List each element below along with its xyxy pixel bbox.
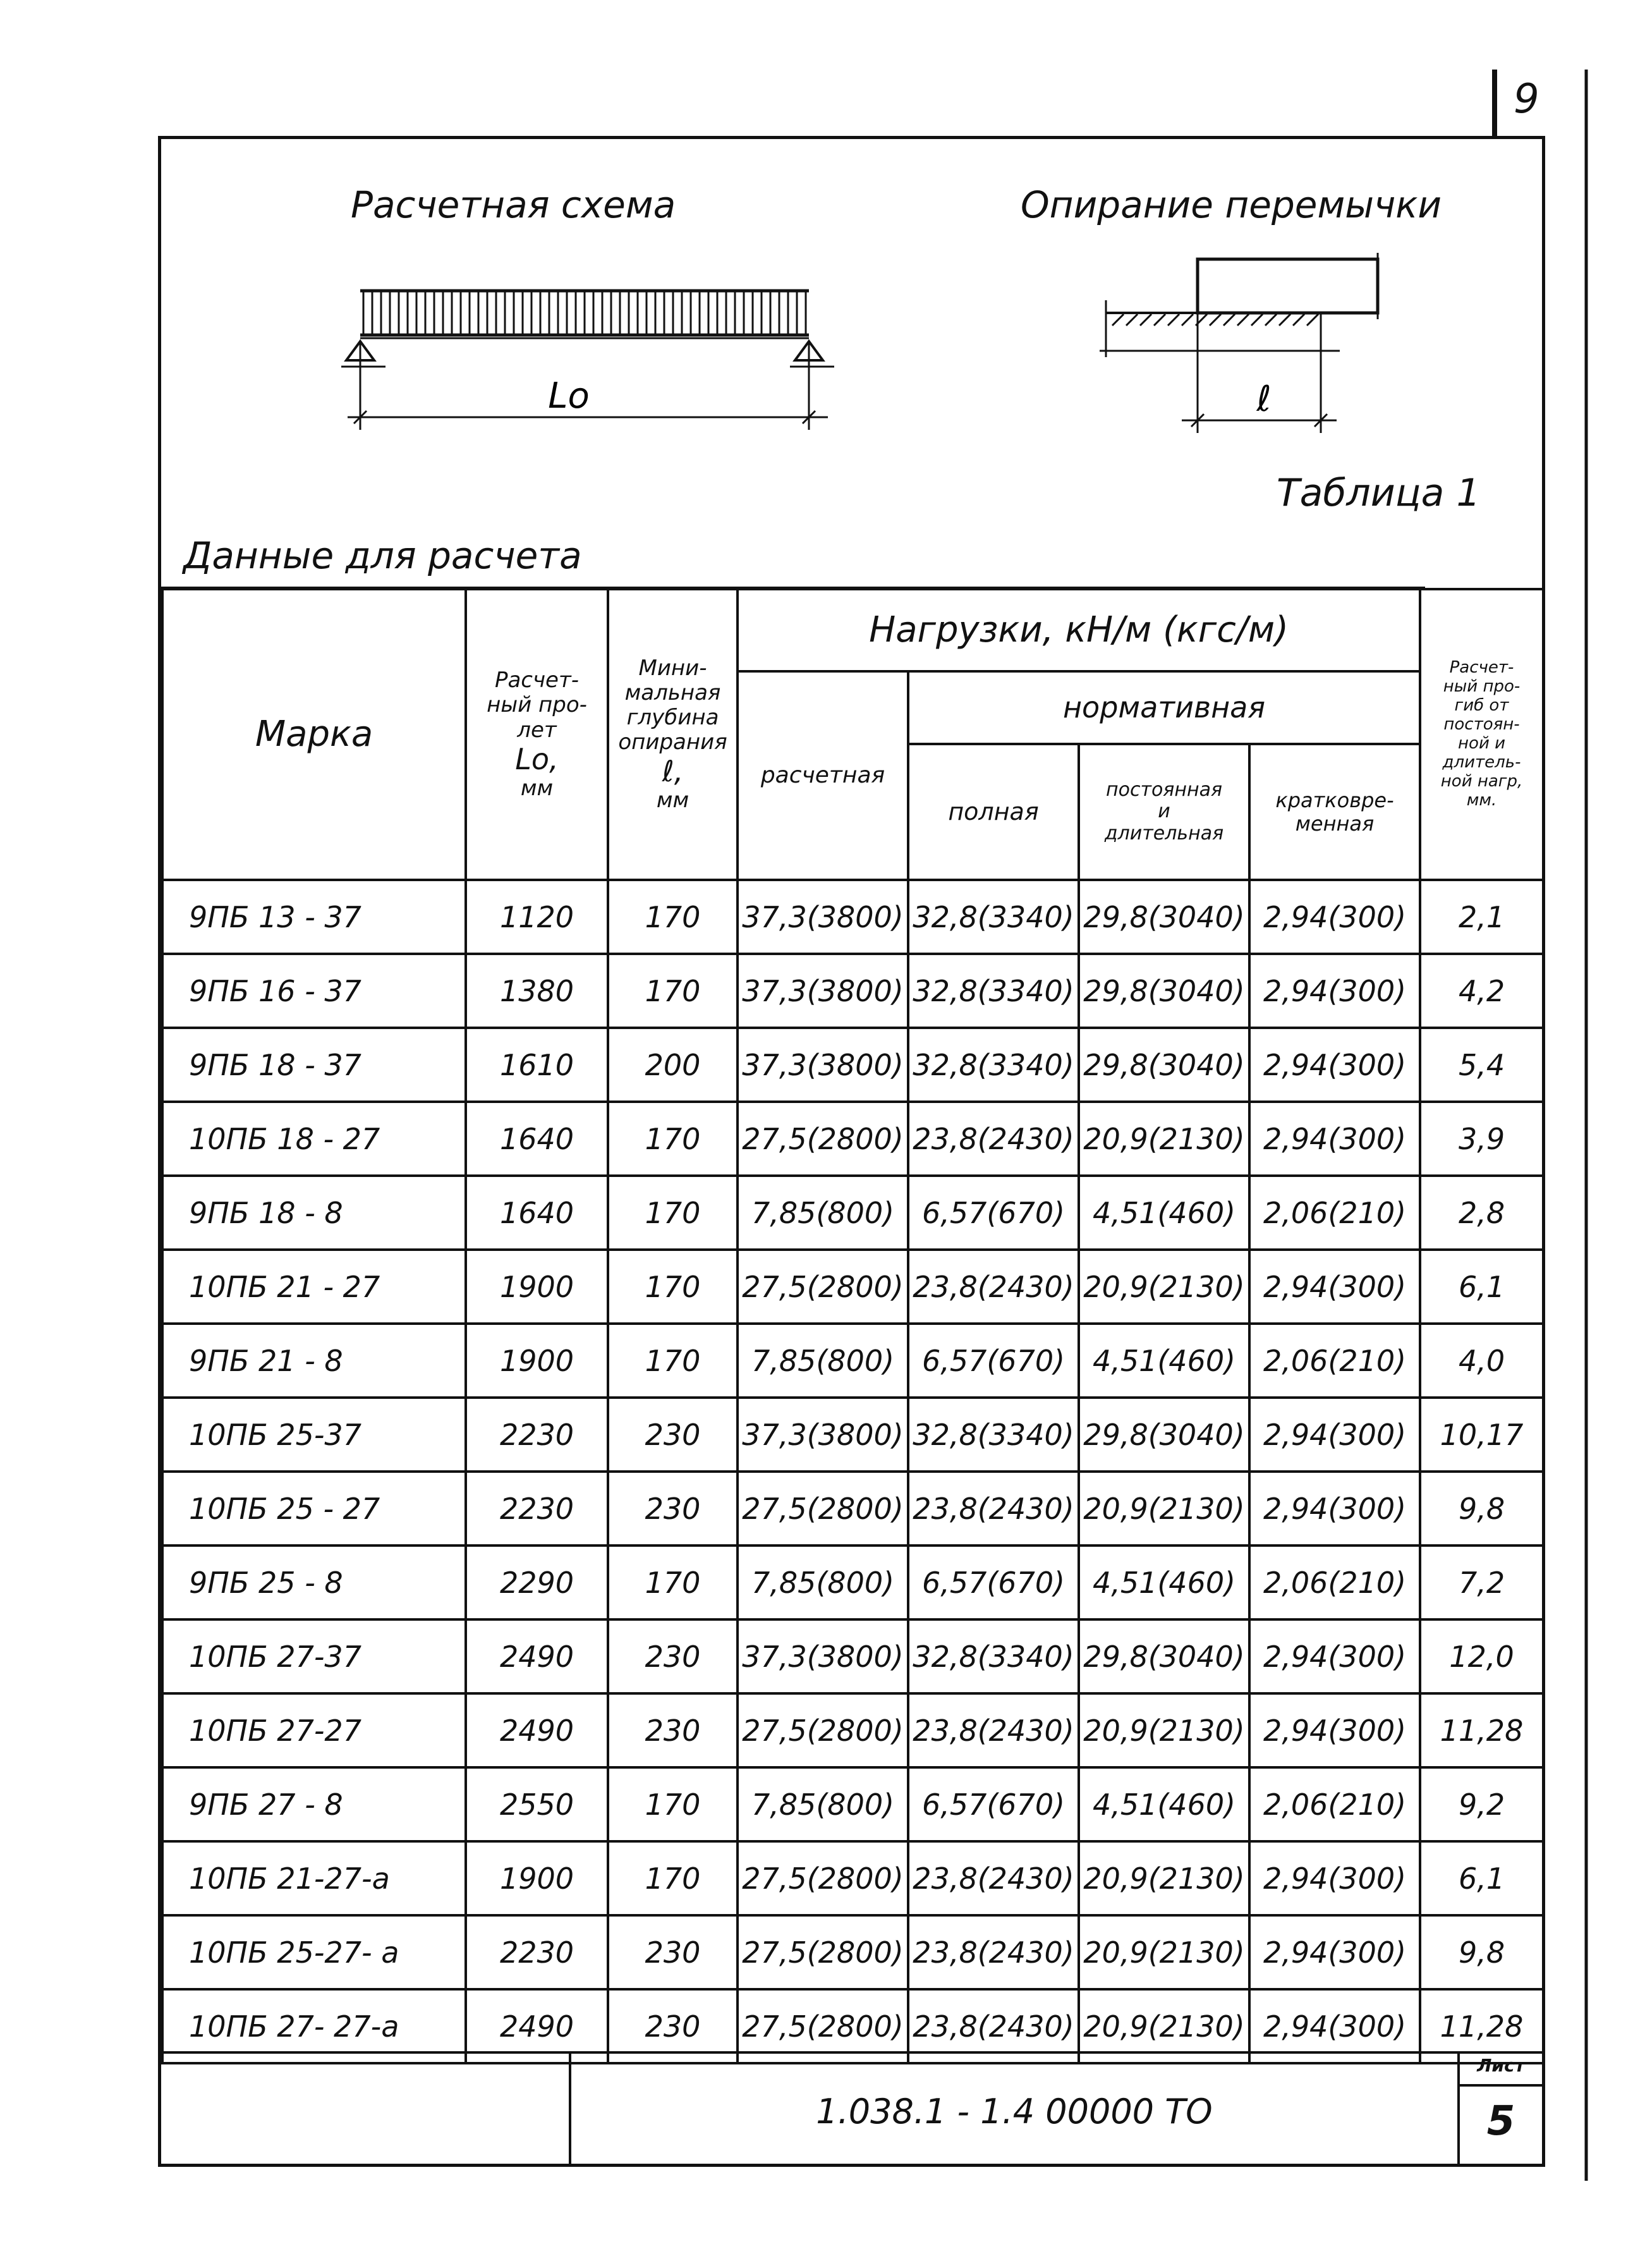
table-row: 10ПБ 18 - 27 1640 170 27,5(2800) 23,8(2430) 20,9(2130) 2,94(300) 3,9 (162, 1102, 1543, 1176)
sheet-box (1460, 2054, 1542, 2165)
header-span: Расчет- ный про- лет Lo, мм (466, 589, 608, 880)
page-number: 9 (1514, 76, 1539, 123)
span-symbol: Lo (548, 375, 590, 417)
table-row: 9ПБ 27 - 8 2550 170 7,85(800) 6,57(670) 4,51(460) 2,06(210) 9,2 (162, 1767, 1543, 1841)
table-row: 9ПБ 18 - 37 1610 200 37,3(3800) 32,8(3340) 29,8(3040) 2,94(300) 5,4 (162, 1028, 1543, 1102)
header-normative: нормативная (908, 671, 1420, 744)
table-row: 9ПБ 13 - 37 1120 170 37,3(3800) 32,8(3340) 29,8(3040) 2,94(300) 2,1 (162, 880, 1543, 954)
sheet-label: Лист (1460, 2055, 1542, 2087)
table-caption: Таблица 1 (1277, 471, 1481, 515)
document-code: 1.038.1 - 1.4 00000 ТО (816, 2092, 1213, 2131)
table-row: 10ПБ 21-27-а 1900 170 27,5(2800) 23,8(2430) 20,9(2130) 2,94(300) 6,1 (162, 1841, 1543, 1915)
header-design: расчетная (738, 671, 908, 880)
calc-scheme-drawing (329, 278, 834, 455)
header-deflection: Расчет- ный про- гиб от постоян- ной и длитель- ной нагр, мм. (1420, 589, 1543, 880)
table-row: 9ПБ 21 - 8 1900 170 7,85(800) 6,57(670) 4,51(460) 2,06(210) 4,0 (162, 1324, 1543, 1398)
calc-scheme-title: Расчетная схема (351, 183, 676, 226)
table-row: 10ПБ 25-37 2230 230 37,3(3800) 32,8(3340) 29,8(3040) 2,94(300) 10,17 (162, 1398, 1543, 1472)
header-short: кратковре- менная (1249, 744, 1420, 880)
data-title: Данные для расчета (183, 534, 582, 577)
support-title: Опирание перемычки (1021, 183, 1442, 226)
header-depth: Мини- мальная глубина опирания ℓ, мм (608, 589, 738, 880)
title-block (161, 2051, 1542, 2165)
table-row: 9ПБ 16 - 37 1380 170 37,3(3800) 32,8(3340) 29,8(3040) 2,94(300) 4,2 (162, 954, 1543, 1028)
table-row: 10ПБ 25 - 27 2230 230 27,5(2800) 23,8(2430) 20,9(2130) 2,94(300) 9,8 (162, 1472, 1543, 1546)
header-mark: Марка (162, 589, 466, 880)
support-drawing (1087, 243, 1416, 433)
table-row: 9ПБ 25 - 8 2290 170 7,85(800) 6,57(670) 4,51(460) 2,06(210) 7,2 (162, 1546, 1543, 1619)
sheet-number: 5 (1486, 2098, 1515, 2145)
design-data-table (161, 588, 1545, 2064)
distributed-load (363, 292, 806, 334)
support-symbol: ℓ (1256, 379, 1272, 420)
table-row: 10ПБ 21 - 27 1900 170 27,5(2800) 23,8(2430) 20,9(2130) 2,94(300) 6,1 (162, 1250, 1543, 1324)
table-row: 10ПБ 27- 27-а 2490 230 27,5(2800) 23,8(2430) 20,9(2130) 2,94(300) 11,28 (162, 1989, 1543, 2063)
table-row: 10ПБ 27-37 2490 230 37,3(3800) 32,8(3340) 29,8(3040) 2,94(300) 12,0 (162, 1619, 1543, 1693)
wall-hatching (1112, 314, 1318, 326)
table-row: 9ПБ 18 - 8 1640 170 7,85(800) 6,57(670) 4,51(460) 2,06(210) 2,8 (162, 1176, 1543, 1250)
title-block-main (569, 2054, 1460, 2165)
header-loads: Нагрузки, кН/м (кгс/м) (738, 589, 1420, 671)
table-row: 10ПБ 25-27- а 2230 230 27,5(2800) 23,8(2430) 20,9(2130) 2,94(300) 9,8 (162, 1915, 1543, 1989)
table-row: 10ПБ 27-27 2490 230 27,5(2800) 23,8(2430) 20,9(2130) 2,94(300) 11,28 (162, 1693, 1543, 1767)
header-permanent: постоянная и длительная (1079, 744, 1249, 880)
header-full: полная (908, 744, 1079, 880)
